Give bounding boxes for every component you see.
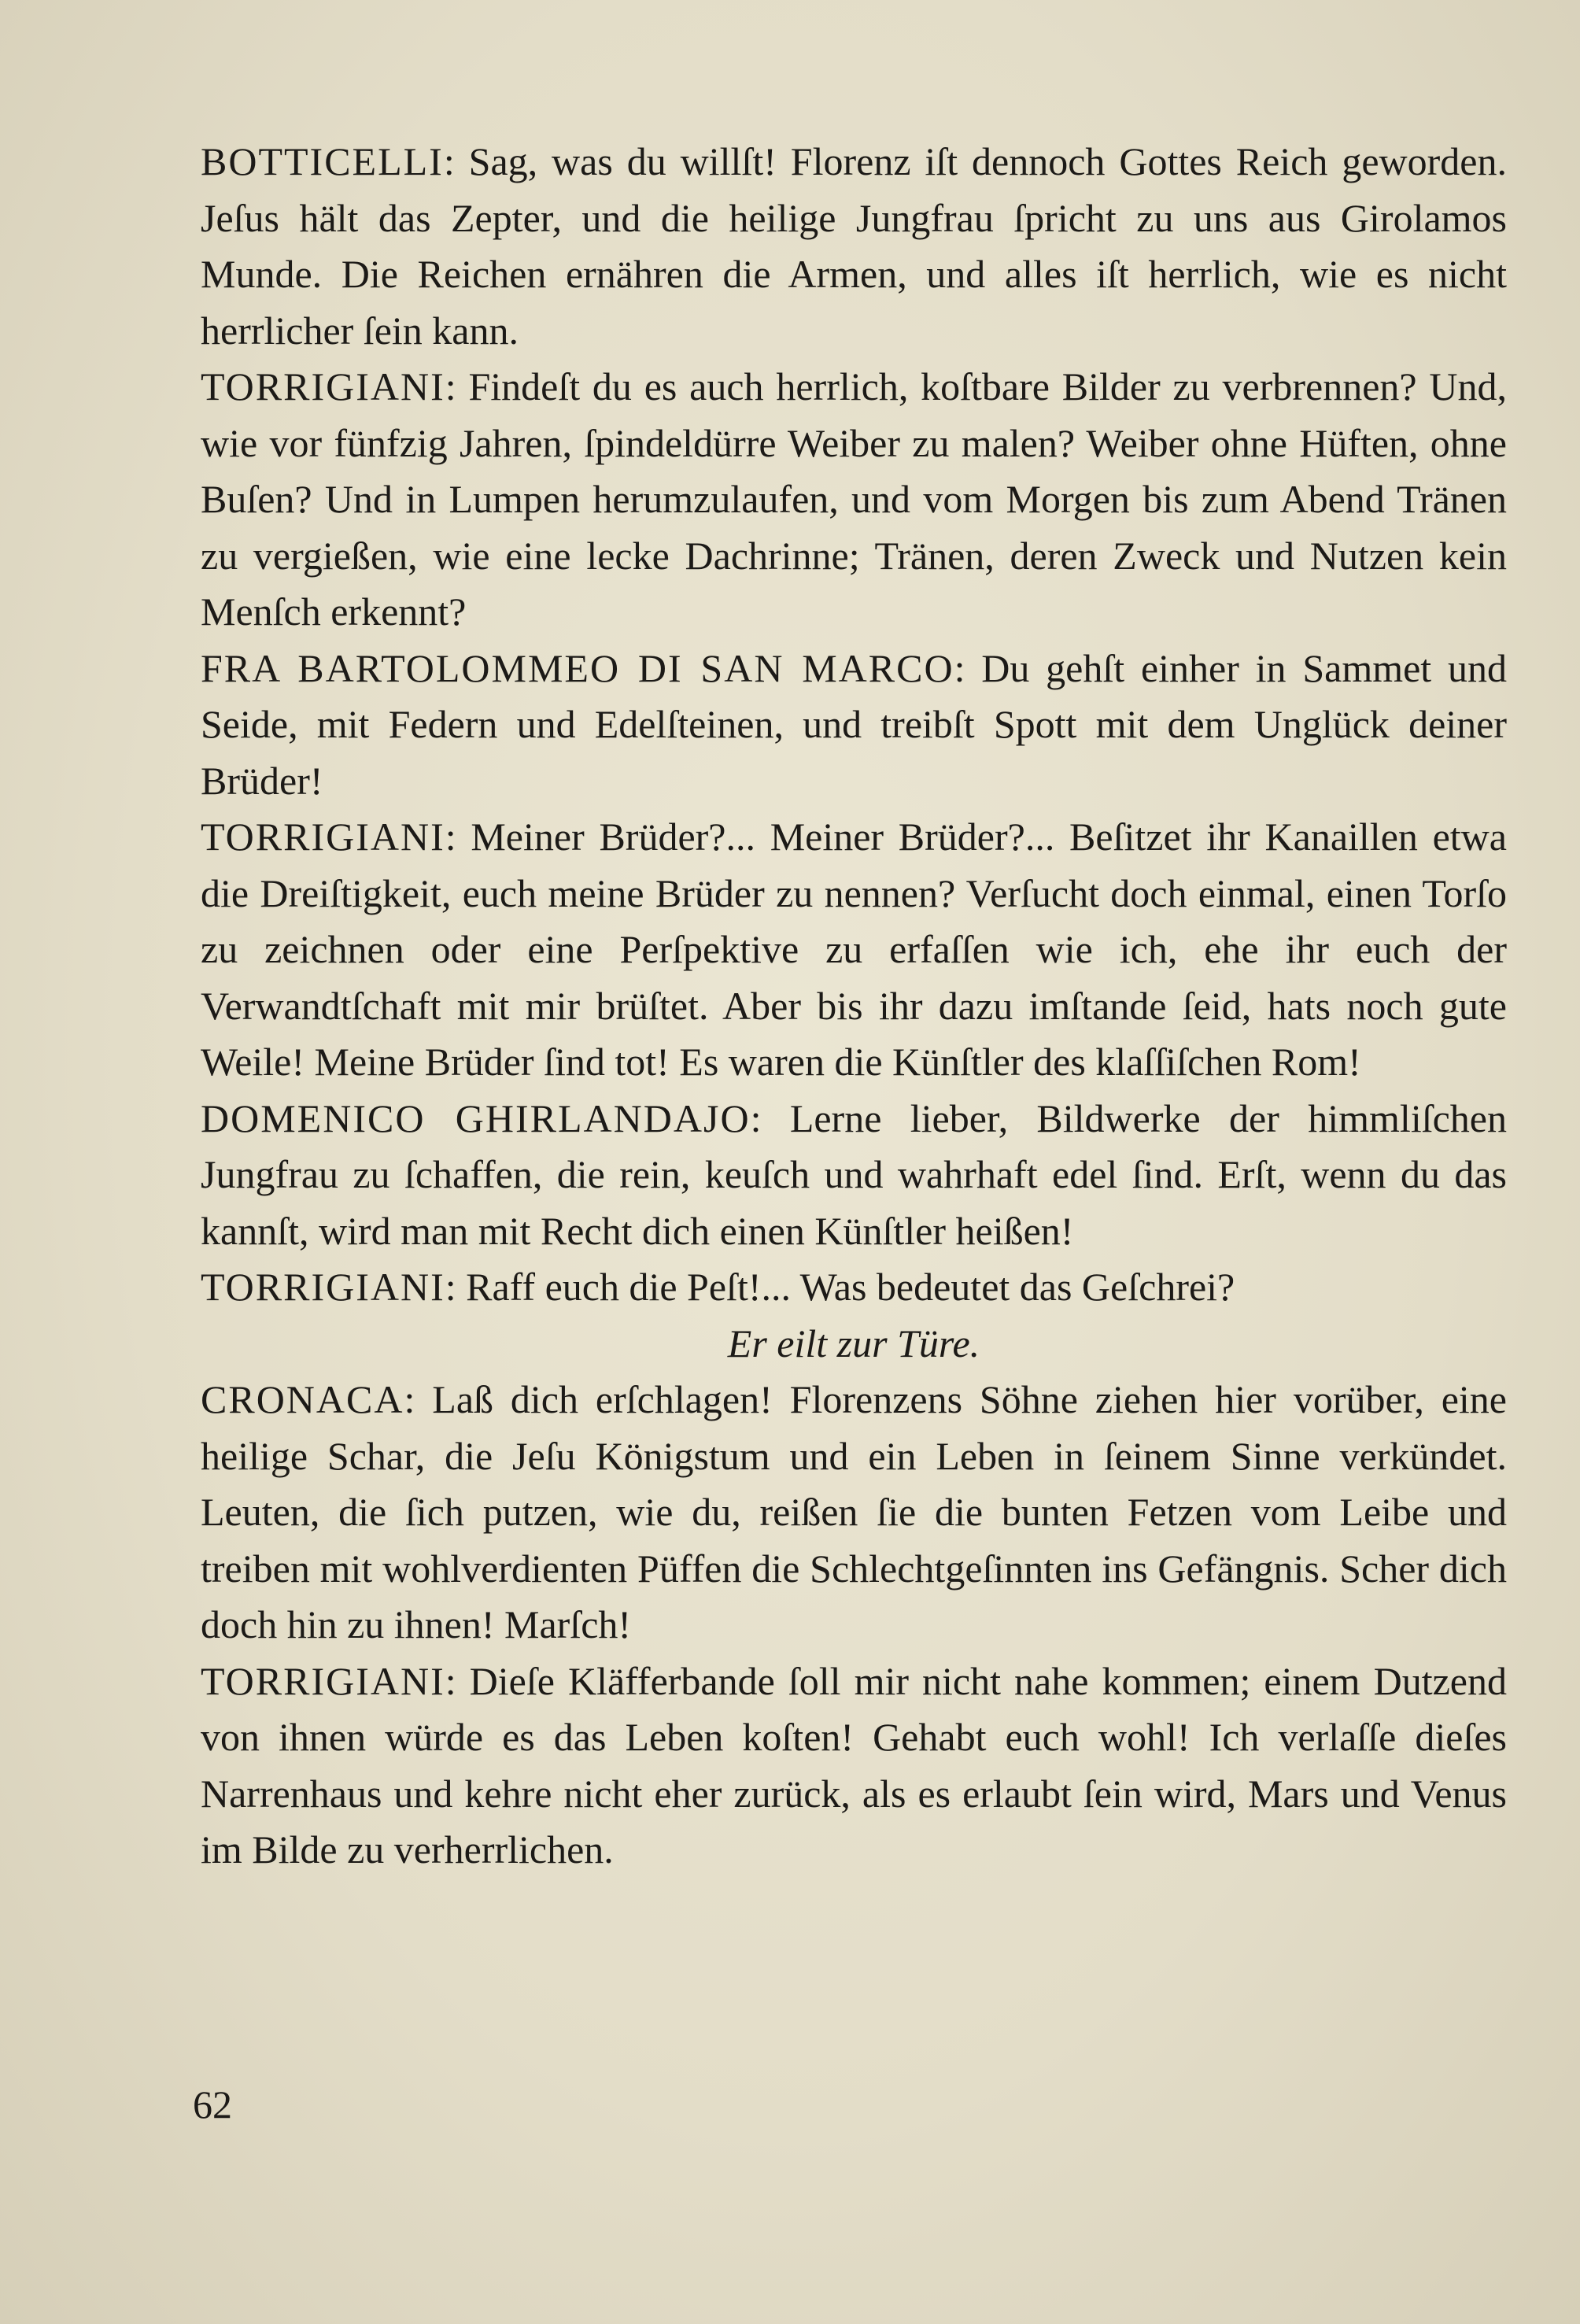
speech-text: Du gehſt einher in Sammet und Seide, mit Federn und Edelſteinen, und treibſt Spott mit dem Unglück deiner Brüder! xyxy=(201,645,1507,803)
speech-fra-bartolommeo: FRA BARTOLOMMEO DI SAN MARCO: Du gehſt einher in Sammet und Seide, mit Federn und Edelſteinen, und treibſt Spott mit dem Unglück deiner Brüder! xyxy=(201,645,1507,803)
speech-text: Findeſt du es auch herrlich, koſtbare Bilder zu verbrennen? Und, wie vor fünfzig Jahren, ſpindeldürre Weiber zu malen? Weiber ohne Hüften, ohne Buſen? Und in Lumpen herumzulaufen, und vom Morgen bis zum Abend Tränen zu vergießen, wie eine lecke Dachrinne; Tränen, deren Zweck und Nutzen kein Menſch erkennt? xyxy=(201,364,1507,634)
page-number: 62 xyxy=(193,2082,232,2126)
dialogue-text-block xyxy=(201,134,1507,1879)
speech-text: Raff euch die Peſt!... Was bedeutet das Geſchrei? xyxy=(466,1265,1235,1309)
speech-botticelli: BOTTICELLI: Sag, was du willſt! Florenz iſt dennoch Gottes Reich geworden. Jeſus hält das Zepter, und die heilige Jungfrau ſpricht zu uns aus Girolamos Munde. Die Reichen ernähren die Armen, und alles iſt herrlich, wie es nicht herrlicher ſein kann. xyxy=(201,139,1507,353)
speech-text: Laß dich erſchlagen! Florenzens Söhne ziehen hier vorüber, eine heilige Schar, die Jeſu Königstum und ein Leben in ſeinem Sinne verkündet. Leuten, die ſich putzen, wie du, reißen ſie die bunten Fetzen vom Leibe und treiben mit wohlverdienten Püffen die Schlechtgeſinnten ins Gefängnis. Scher dich doch hin zu ihnen! Marſch! xyxy=(201,1377,1507,1646)
speech-torrigiani-2: TORRIGIANI: Meiner Brüder?... Meiner Brüder?... Beſitzet ihr Kanaillen etwa die Dreiſtigkeit, euch meine Brüder zu nennen? Verſucht doch einmal, einen Torſo zu zeichnen oder eine Perſpektive zu erfaſſen wie ich, ehe ihr euch der Verwandtſchaft mit mir brüſtet. Aber bis ihr dazu imſtande ſeid, hats noch gute Weile! Meine Brüder ſind tot! Es waren die Künſtler des klaſſiſchen Rom! xyxy=(201,815,1507,1084)
speaker-name: TORRIGIANI xyxy=(201,815,445,859)
speech-text: Meiner Brüder?... Meiner Brüder?... Beſitzet ihr Kanaillen etwa die Dreiſtigkeit, euch meine Brüder zu nennen? Verſucht doch einmal, einen Torſo zu zeichnen oder eine Perſpektive zu erfaſſen wie ich, ehe ihr euch der Verwandtſchaft mit mir brüſtet. Aber bis ihr dazu imſtande ſeid, hats noch gute Weile! Meine Brüder ſind tot! Es waren die Künſtler des klaſſiſchen Rom! xyxy=(201,815,1507,1084)
stage-direction: Er eilt zur Türe. xyxy=(727,1321,980,1365)
speech-text: Sag, was du willſt! Florenz iſt dennoch Gottes Reich geworden. Jeſus hält das Zepter, und die heilige Jungfrau ſpricht zu uns aus Girolamos Munde. Die Reichen ernähren die Armen, und alles iſt herrlich, wie es nicht herrlicher ſein kann. xyxy=(201,139,1507,353)
speaker-name: TORRIGIANI xyxy=(201,1658,445,1703)
speech-text: Lerne lieber, Bildwerke der himmliſchen Jungfrau zu ſchaffen, die rein, keuſch und wahrhaft edel ſind. Erſt, wenn du das kannſt, wird man mit Recht dich einen Künſtler heißen! xyxy=(201,1095,1507,1253)
speech-cronaca: CRONACA: Laß dich erſchlagen! Florenzens Söhne ziehen hier vorüber, eine heilige Schar, die Jeſu Königstum und ein Leben in ſeinem Sinne verkündet. Leuten, die ſich putzen, wie du, reißen ſie die bunten Fetzen vom Leibe und treiben mit wohlverdienten Püffen die Schlechtgeſinnten ins Gefängnis. Scher dich doch hin zu ihnen! Marſch! xyxy=(201,1377,1507,1646)
speech-torrigiani-3: TORRIGIANI: Raff euch die Peſt!... Was bedeutet das Geſchrei? xyxy=(201,1265,1235,1309)
speech-torrigiani-1: TORRIGIANI: Findeſt du es auch herrlich, koſtbare Bilder zu verbrennen? Und, wie vor fünfzig Jahren, ſpindeldürre Weiber zu malen? Weiber ohne Hüften, ohne Buſen? Und in Lumpen herumzulaufen, und vom Morgen bis zum Abend Tränen zu vergießen, wie eine lecke Dachrinne; Tränen, deren Zweck und Nutzen kein Menſch erkennt? xyxy=(201,364,1507,634)
speech-text: Dieſe Kläfferbande ſoll mir nicht nahe kommen; einem Dutzend von ihnen würde es das Leben koſten! Gehabt euch wohl! Ich verlaſſe dieſes Narrenhaus und kehre nicht eher zurück, als es erlaubt ſein wird, Mars und Venus im Bilde zu verherrlichen. xyxy=(201,1658,1507,1871)
speaker-name: CRONACA xyxy=(201,1377,404,1421)
speech-torrigiani-4: TORRIGIANI: Dieſe Kläfferbande ſoll mir nicht nahe kommen; einem Dutzend von ihnen würde es das Leben koſten! Gehabt euch wohl! Ich verlaſſe dieſes Narrenhaus und kehre nicht eher zurück, als es erlaubt ſein wird, Mars und Venus im Bilde zu verherrlichen. xyxy=(201,1658,1507,1871)
speaker-name: DOMENICO GHIRLANDAJO xyxy=(201,1095,751,1140)
speaker-name: BOTTICELLI xyxy=(201,139,444,183)
speaker-name: TORRIGIANI xyxy=(201,1265,445,1309)
speaker-name: FRA BARTOLOMMEO DI SAN MARCO xyxy=(201,645,954,690)
speaker-name: TORRIGIANI xyxy=(201,364,445,408)
speech-ghirlandajo: DOMENICO GHIRLANDAJO: Lerne lieber, Bildwerke der himmliſchen Jungfrau zu ſchaffen, die rein, keuſch und wahrhaft edel ſind. Erſt, wenn du das kannſt, wird man mit Recht dich einen Künſtler heißen! xyxy=(201,1095,1507,1253)
